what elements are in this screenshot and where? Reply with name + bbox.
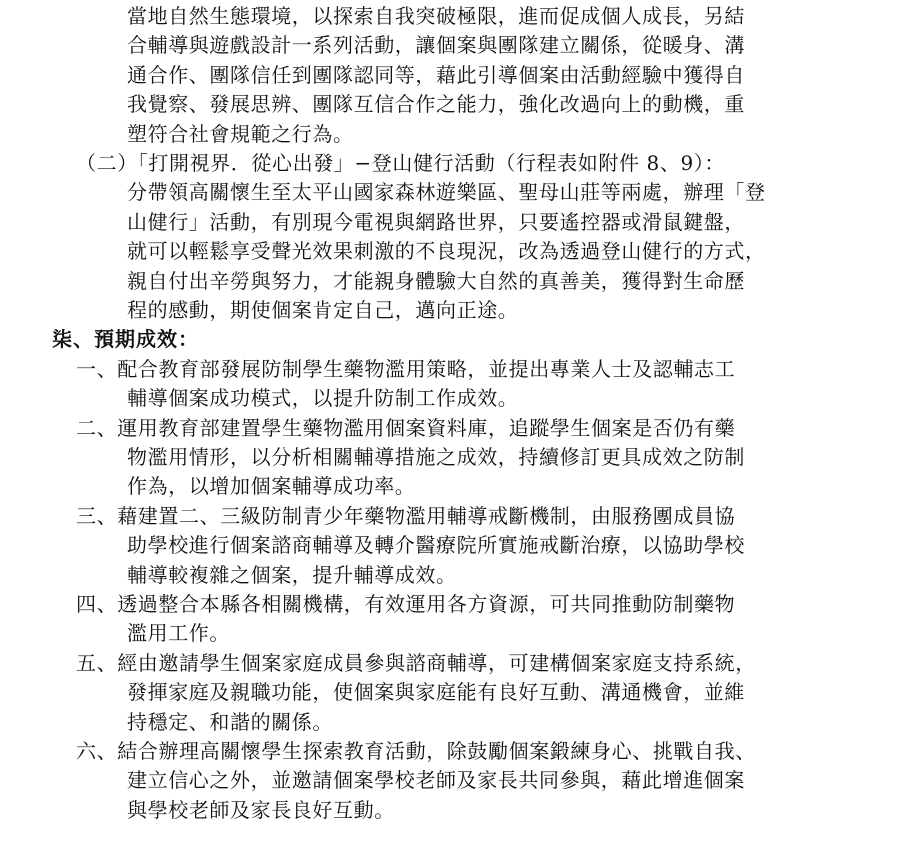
sub-item-heading: （二）「打開視界．從心出發」−登山健行活動（行程表如附件 8、9）： xyxy=(76,151,725,175)
section-heading: 柒、預期成效： xyxy=(52,327,199,352)
intro-line: 通合作、團隊信任到團隊認同等，藉此引導個案由活動經驗中獲得自 xyxy=(127,62,745,87)
intro-line: 我覺察、發展思辨、團隊互信合作之能力，強化改過向上的動機，重 xyxy=(127,92,745,117)
outcome-item-line: 物濫用情形，以分析相關輔導措施之成效，持續修訂更具成效之防制 xyxy=(127,445,745,469)
outcome-item-line: 作為，以增加個案輔導成功率。 xyxy=(127,474,416,499)
sub-item-line: 程的感動，期使個案肯定自己，邁向正途。 xyxy=(127,298,519,322)
sub-item-line: 就可以輕鬆享受聲光效果刺激的不良現況，改為透過登山健行的方式， xyxy=(127,239,766,264)
outcome-item-line: 二、運用教育部建置學生藥物濫用個案資料庫，追蹤學生個案是否仍有藥 xyxy=(76,415,736,440)
outcome-item-line: 四、透過整合本縣各相關機構，有效運用各方資源，可共同推動防制藥物 xyxy=(76,592,736,616)
outcome-item-line: 五、經由邀請學生個案家庭成員參與諮商輔導，可建構個案家庭支持系統， xyxy=(76,650,756,675)
outcome-item-line: 六、結合辦理高關懷學生探索教育活動，除鼓勵個案鍛練身心、挑戰自我、 xyxy=(76,739,756,763)
outcome-item-line: 助學校進行個案諮商輔導及轉介醫療院所實施戒斷治療，以協助學校 xyxy=(127,533,745,558)
sub-item-line: 分帶領高關懷生至太平山國家森林遊樂區、聖母山莊等兩處，辦理「登 xyxy=(127,180,766,205)
outcome-item-line: 輔導較複雜之個案，提升輔導成效。 xyxy=(127,562,457,587)
outcome-item-line: 輔導個案成功模式，以提升防制工作成效。 xyxy=(127,386,519,411)
outcome-item-line: 與學校老師及家長良好互動。 xyxy=(127,797,395,822)
outcome-item-line: 發揮家庭及親職功能，使個案與家庭能有良好互動、溝通機會，並維 xyxy=(127,680,745,705)
outcome-item-line: 持穩定、和諧的關係。 xyxy=(127,709,333,734)
intro-line: 合輔導與遊戲設計一系列活動，讓個案與團隊建立關係，從暖身、溝 xyxy=(127,33,745,58)
outcome-item-line: 建立信心之外，並邀請個案學校老師及家長共同參與，藉此增進個案 xyxy=(127,768,745,793)
outcome-item-line: 濫用工作。 xyxy=(127,621,230,646)
sub-item-line: 山健行」活動，有別現今電視與網路世界，只要遙控器或滑鼠鍵盤， xyxy=(127,209,745,234)
outcome-item-line: 三、藉建置二、三級防制青少年藥物濫用輔導戒斷機制，由服務團成員協 xyxy=(76,503,736,528)
sub-item-line: 親自付出辛勞與努力，才能親身體驗大自然的真善美，獲得對生命歷 xyxy=(127,268,745,293)
intro-line: 當地自然生態環境，以探索自我突破極限，進而促成個人成長，另結 xyxy=(127,4,745,28)
outcome-item-line: 一、配合教育部發展防制學生藥物濫用策略，並提出專業人士及認輔志工 xyxy=(76,356,736,381)
intro-line: 塑符合社會規範之行為。 xyxy=(127,121,354,146)
